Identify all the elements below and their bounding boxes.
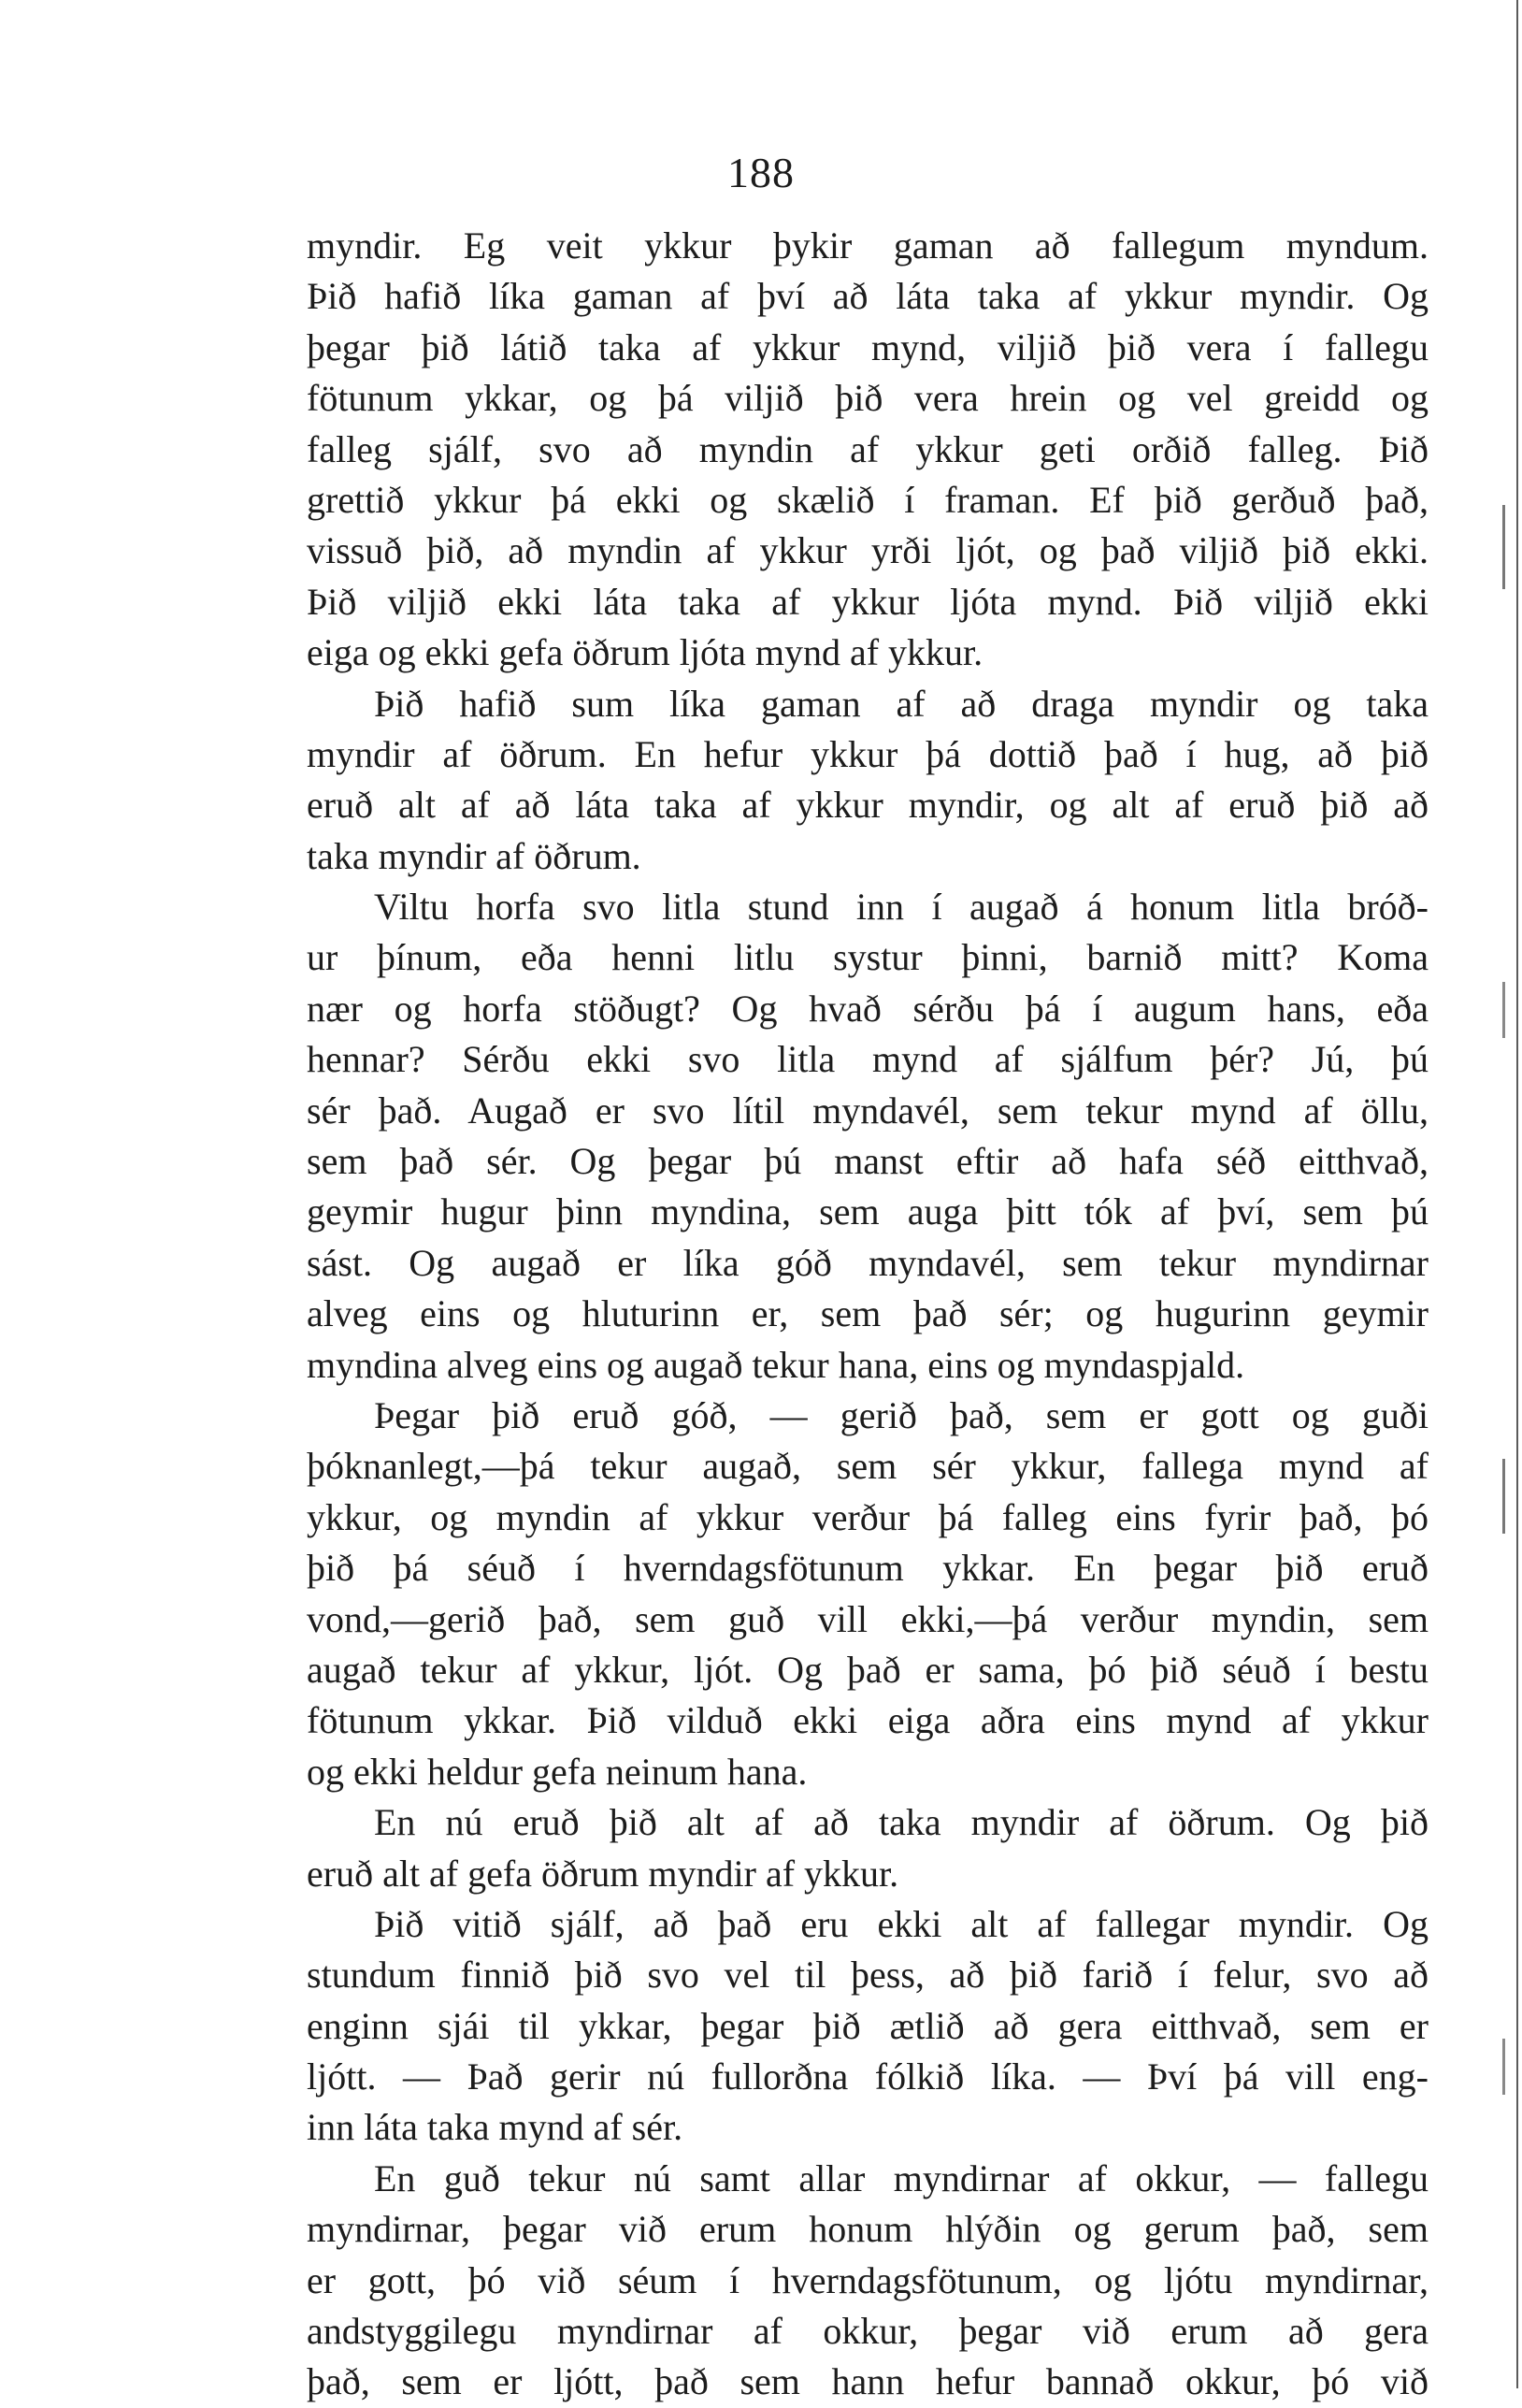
text-line: stundum finnið þið svo vel til þess, að þið farið í felur, svo að bbox=[307, 1954, 1429, 1997]
scan-edge-line bbox=[1516, 0, 1518, 2388]
text-line: inn láta taka mynd af sér. bbox=[307, 2106, 683, 2149]
text-line: vond,—gerið það, sem guð vill ekki,—þá verður myndin, sem bbox=[307, 1597, 1429, 1640]
text-line: En guð tekur nú samt allar myndirnar af okkur, — fallegu bbox=[374, 2156, 1429, 2199]
scan-edge-mark bbox=[1502, 982, 1505, 1038]
text-line: taka myndir af öðrum. bbox=[307, 834, 641, 877]
text-line: það, sem er ljótt, það sem hann hefur bannað okkur, þó við bbox=[307, 2360, 1429, 2403]
scan-edge-mark bbox=[1502, 505, 1505, 589]
text-line: ljótt. — Það gerir nú fullorðna fólkið líka. — Því þá vill eng- bbox=[307, 2055, 1429, 2098]
scan-edge-mark bbox=[1502, 2039, 1505, 2095]
text-line: geymir hugur þinn myndina, sem auga þitt tók af því, sem þú bbox=[307, 1190, 1429, 1233]
text-line: eruð alt af að láta taka af ykkur myndir, og alt af eruð þið að bbox=[307, 784, 1429, 827]
text-line: og ekki heldur gefa neinum hana. bbox=[307, 1750, 808, 1793]
text-line: grettið ykkur þá ekki og skælið í framan. Ef þið gerðuð það, bbox=[307, 478, 1429, 521]
text-line: er gott, þó við séum í hverndagsfötunum, og ljótu myndirnar, bbox=[307, 2258, 1429, 2301]
text-line: myndirnar, þegar við erum honum hlýðin og gerum það, sem bbox=[307, 2208, 1429, 2251]
text-line: myndir. Eg veit ykkur þykir gaman að fallegum myndum. bbox=[307, 224, 1429, 267]
text-line: myndina alveg eins og augað tekur hana, eins og myndaspjald. bbox=[307, 1343, 1245, 1386]
body-text bbox=[307, 221, 1429, 2408]
text-line: Þið hafið sum líka gaman af að draga myndir og taka bbox=[374, 682, 1429, 725]
text-line: þið þá séuð í hverndagsfötunum ykkar. En þegar þið eruð bbox=[307, 1547, 1429, 1590]
text-line: vissuð þið, að myndin af ykkur yrði ljót, og það viljið þið ekki. bbox=[307, 529, 1429, 572]
text-line: Þið viljið ekki láta taka af ykkur ljóta mynd. Þið viljið ekki bbox=[307, 580, 1429, 623]
text-line: enginn sjái til ykkar, þegar þið ætlið að gera eitthvað, sem er bbox=[307, 2004, 1429, 2047]
text-line: augað tekur af ykkur, ljót. Og það er sama, þó þið séuð í bestu bbox=[307, 1648, 1429, 1691]
text-line: andstyggilegu myndirnar af okkur, þegar við erum að gera bbox=[307, 2310, 1429, 2353]
text-line: fötunum ykkar, og þá viljið þið vera hrein og vel greidd og bbox=[307, 377, 1429, 420]
text-line: þóknanlegt,—þá tekur augað, sem sér ykkur, fallega mynd af bbox=[307, 1445, 1429, 1488]
text-line: eruð alt af gefa öðrum myndir af ykkur. bbox=[307, 1852, 899, 1895]
text-line: sem það sér. Og þegar þú manst eftir að hafa séð eitthvað, bbox=[307, 1140, 1429, 1183]
text-line: En nú eruð þið alt af að taka myndir af öðrum. Og þið bbox=[374, 1801, 1429, 1844]
text-line: Þegar þið eruð góð, — gerið það, sem er gott og guði bbox=[374, 1393, 1429, 1436]
text-line: eiga og ekki gefa öðrum ljóta mynd af ykkur. bbox=[307, 631, 984, 674]
text-line: ykkur, og myndin af ykkur verður þá falleg eins fyrir það, þó bbox=[307, 1495, 1429, 1538]
text-line: alveg eins og hluturinn er, sem það sér; og hugurinn geymir bbox=[307, 1292, 1429, 1335]
page-number: 188 bbox=[727, 149, 795, 196]
text-line: myndir af öðrum. En hefur ykkur þá dottið það í hug, að þið bbox=[307, 732, 1429, 775]
text-line: Viltu horfa svo litla stund inn í augað á honum litla bróð- bbox=[374, 886, 1429, 929]
text-line: hennar? Sérðu ekki svo litla mynd af sjálfum þér? Jú, þú bbox=[307, 1038, 1429, 1081]
text-line: falleg sjálf, svo að myndin af ykkur geti orðið falleg. Þið bbox=[307, 427, 1429, 470]
text-line: sást. Og augað er líka góð myndavél, sem tekur myndirnar bbox=[307, 1241, 1429, 1284]
text-line: Þið hafið líka gaman af því að láta taka af ykkur myndir. Og bbox=[307, 275, 1429, 318]
text-line: nær og horfa stöðugt? Og hvað sérðu þá í augum hans, eða bbox=[307, 987, 1429, 1030]
text-line: fötunum ykkar. Þið vilduð ekki eiga aðra eins mynd af ykkur bbox=[307, 1699, 1429, 1742]
text-line: þegar þið látið taka af ykkur mynd, viljið þið vera í fallegu bbox=[307, 325, 1429, 368]
scan-edge-mark bbox=[1502, 1459, 1505, 1534]
text-line: Þið vitið sjálf, að það eru ekki alt af fallegar myndir. Og bbox=[374, 1902, 1429, 1945]
text-line: ur þínum, eða henni litlu systur þinni, barnið mitt? Koma bbox=[307, 936, 1429, 979]
text-line: sér það. Augað er svo lítil myndavél, sem tekur mynd af öllu, bbox=[307, 1089, 1429, 1132]
